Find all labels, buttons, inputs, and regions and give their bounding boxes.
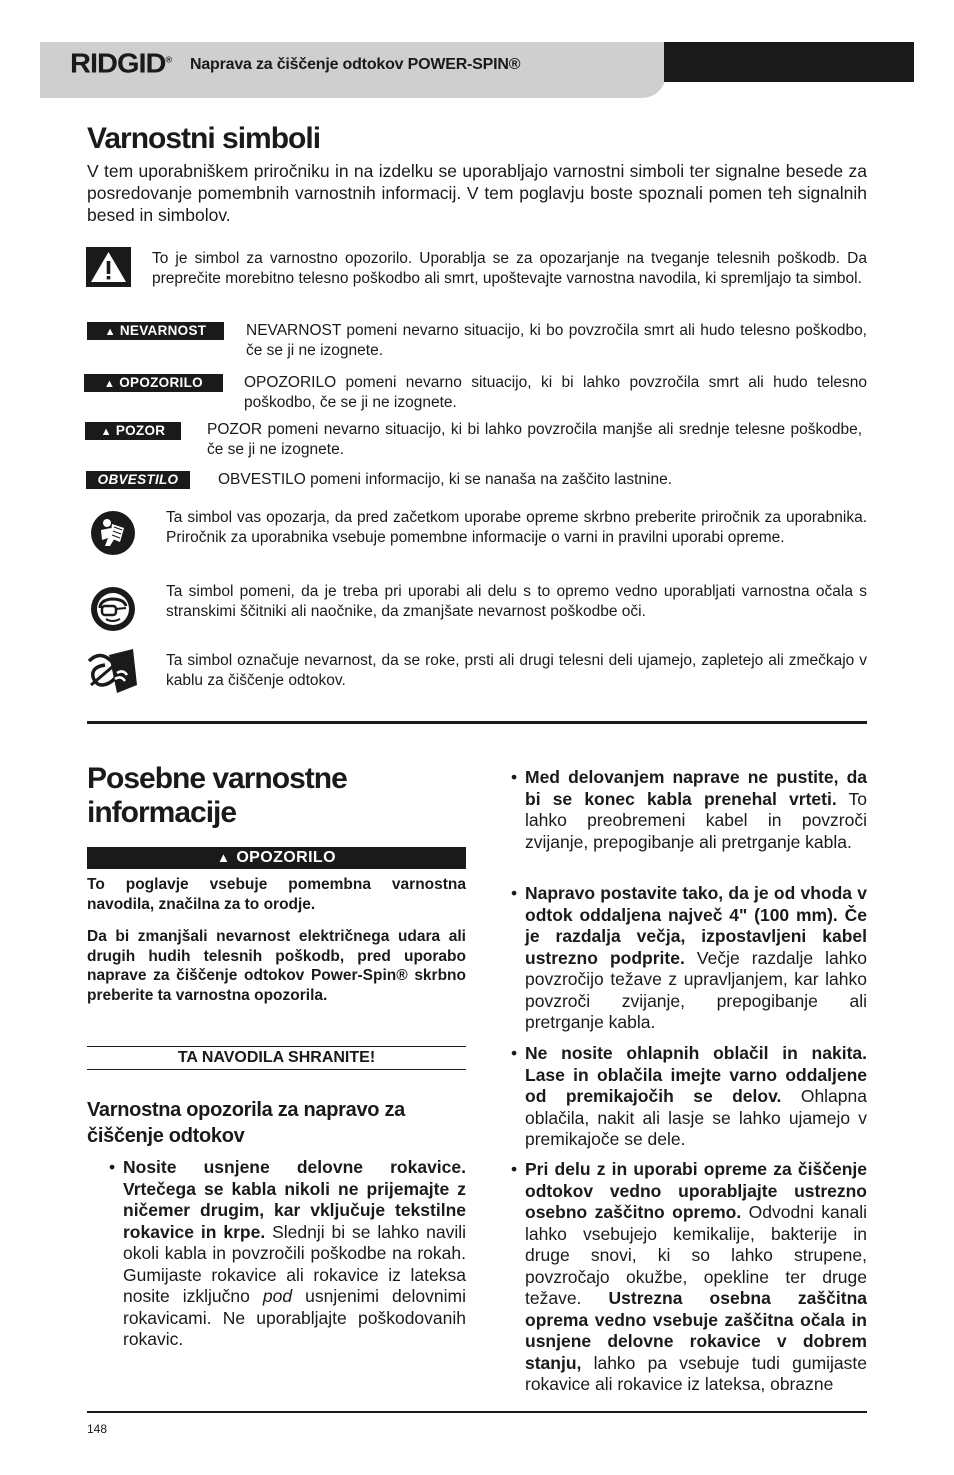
intro-paragraph: V tem uporabniškem priročniku in na izdelku se uporabljajo varnostni simboli ter signalne besede za posredovanje pomembnih varnostnih informacij. V tem poglavju boste spoznali pomen teh signalnih besed in simbolov.	[87, 161, 867, 225]
warning-paragraph-1: To poglavje vsebuje pomembna varnostna navodila, značilna za to orodje.	[87, 876, 466, 913]
warning-badge: ▲ OPOZORILO	[84, 374, 223, 392]
glasses-description: Ta simbol pomeni, da je treba pri uporabi ali delu s to opremo vedno uporabljati varnostna očala s stranskimi ščitniki ali naočnike, da zmanjšate nevarnost poškodbe oči.	[166, 583, 867, 620]
warning-banner: ▲ OPOZORILO	[87, 847, 466, 869]
footer-rule	[87, 1411, 867, 1413]
warning-paragraph-2: Da bi zmanjšali nevarnost električnega udara ali drugih hudih telesnih poškodb, pred uporabo naprave za čiščenje odtokov Power-Spin® skrbno preberite ta varnostna opozorila.	[87, 928, 466, 1004]
safety-alert-icon	[86, 247, 131, 287]
ridgid-logo: RIDGID®	[70, 48, 172, 80]
list-item: • Pri delu z in uporabi opreme za čiščenje odtokov vedno uporabljajte ustrezno osebno zaščitno opremo. Odvodni kanali lahko vsebujejo kemikalije, bakterije in druge snovi, ki so lahko strupene, povzročajo okužbe, opekline ter druge težave. Ustrezna osebna zaščitna oprema vedno vsebuje zaščitna očala in usnjene delovne rokavice v dobrem stanju, lahko pa vsebuje tudi gumijaste rokavice ali rokavice iz lateksa, obrazne	[511, 1159, 867, 1394]
danger-description: NEVARNOST pomeni nevarno situacijo, ki bo povzročila smrt ali hudo telesno poškodbo, če se ji ne izognete.	[246, 322, 867, 359]
read-manual-icon	[90, 510, 136, 556]
caution-description: POZOR pomeni nevarno situacijo, ki bi lahko povzročila manjše ali srednje telesne poškodbe, če se ji ne izognete.	[207, 421, 862, 458]
list-item: • Napravo postavite tako, da je od vhoda v odtok oddaljena največ 4" (100 mm). Če je razdalja večja, izpostavljeni kabel ustrezno podprite. Večje razdalje lahko povzročijo težave z upravljanjem, kar lahko povzroči zvijanje, prepogibanje ali pretrganje kabla.	[511, 883, 867, 1032]
warning-triangle-icon: ▲	[217, 850, 231, 865]
safety-glasses-icon	[90, 586, 136, 632]
section-heading-safety-symbols: Varnostni simboli	[87, 122, 321, 155]
list-item: • Med delovanjem naprave ne pustite, da bi se konec kabla prenehal vrteti. To lahko preobremeni kabel in povzroči zvijanje, prepogibanje ali pretrganje kabla.	[511, 767, 868, 852]
entanglement-description: Ta simbol označuje nevarnost, da se roke, prsti ali drugi telesni deli ujamejo, zapletejo ali zmečkajo v kablu za čiščenje odtokov.	[166, 652, 867, 689]
list-item: • Ne nosite ohlapnih oblačil in nakita. Lase in oblačila imejte varno oddaljene od premikajočih se delov. Ohlapna oblačila, nakit ali lasje se lahko ujamejo v premikajoče se dele.	[511, 1043, 867, 1149]
notice-description: OBVESTILO pomeni informacijo, ki se nanaša na zaščito lastnine.	[218, 471, 673, 488]
caution-badge: ▲ POZOR	[85, 422, 181, 440]
list-item: • Nosite usnjene delovne rokavice. Vrtečega se kabla nikoli ne prijemajte z ničemer drugim, kar vključuje tekstilne rokavice in krpe. Slednji bi se lahko navili okoli kabla in povzročili poškodbe na rokah. Gumijaste rokavice ali rokavice iz lateksa nosite izključno pod usnjenimi delovnimi rokavicami. Ne uporabljajte poškodovanih rokavic.	[109, 1157, 466, 1349]
header-black-tab	[664, 42, 914, 82]
warning-triangle-icon: ▲	[104, 378, 116, 390]
save-instructions-banner: TA NAVODILA SHRANITE!	[87, 1046, 466, 1070]
entanglement-hazard-icon	[87, 645, 139, 695]
page-number: 148	[87, 1422, 108, 1436]
alert-description: To je simbol za varnostno opozorilo. Uporablja se za opozarjanje na tveganje telesnih poškodb. Da preprečite morebitno telesno poškodbo ali smrt, upoštevajte varnostna navodila, ki spremljajo ta simbol.	[152, 250, 867, 287]
warning-triangle-icon: ▲	[100, 426, 112, 438]
header-title: Naprava za čiščenje odtokov POWER-SPIN®	[190, 56, 521, 73]
section-divider	[87, 721, 867, 724]
warning-triangle-icon: ▲	[104, 326, 116, 338]
section-heading-special-safety: Posebne varnostne informacije	[87, 762, 347, 829]
notice-badge: OBVESTILO	[86, 471, 190, 489]
subheading-drain-cleaner-warnings: Varnostna opozorila za napravo za čiščenje odtokov	[87, 1099, 405, 1147]
manual-description: Ta simbol vas opozarja, da pred začetkom uporabe opreme skrbno preberite priročnik za uporabnika. Priročnik za uporabnika vsebuje pomembne informacije o varni in pravilni uporabi opreme.	[166, 509, 867, 546]
danger-badge: ▲ NEVARNOST	[87, 322, 224, 340]
warning-description: OPOZORILO pomeni nevarno situacijo, ki bi lahko povzročila smrt ali hudo telesno poškodbo, če se ji ne izognete.	[244, 374, 867, 411]
